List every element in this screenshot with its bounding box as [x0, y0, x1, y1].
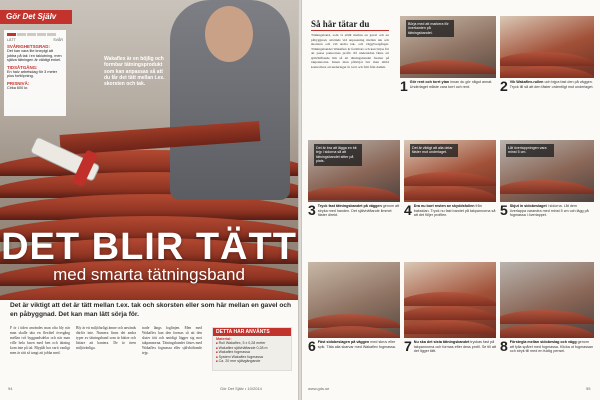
step-text: genom att fylla spåret med fogmassa. Klicka ut fogmassan och stryk till med en fuktig pensel. [509, 340, 594, 354]
right-page [302, 0, 600, 400]
step-number: 2 [500, 78, 508, 94]
scale-easy: LÄTT [7, 38, 16, 42]
step-lead: Tryck fast tätningsbandet på väggen [317, 204, 382, 208]
step-photo [400, 16, 496, 78]
step-callout: Det är viktigt att alla delar fäster mot underlaget. [410, 144, 458, 157]
scale-hard: SVÅR [53, 38, 63, 42]
step-text: innan du gör något annat. Underlaget måste vara torrt och rent. [409, 80, 493, 89]
step-photo [500, 140, 594, 202]
body-column-2: Bly är ett miljöfarligt ämne och används därför inte. Numera finns det andra typer av tätningsband som är bättre och lättare att hantera. De är även miljövänliga. [76, 326, 136, 350]
ingress: Det är viktigt att det är tätt mellan t.ex. tak och skorsten eller som här mellan en gavel och en påbyggnad. Det kan man lätt sörja för. [10, 302, 292, 318]
difficulty-meter [7, 33, 63, 36]
time-text: En halv arbetsdag för 3 meter plus fortlöpning. [7, 69, 58, 79]
step-photo [404, 262, 496, 338]
howto-text: Tätningsband, som vi ställt mellan en gavel och en påbyggnad, används vid anpassning mellan tak och skorsten och vid andra tak- och väggövergångar. Tätningsbandet Wakaflex är formbart och kan böjas för att passa pannornas profil. På undersidan finns ett självhäftande lim så att tätningsbandet fastnar på takpannorna. Innan man påbörjar bör man alltid kontrollera att underlaget är torrt och fritt från damm. [311, 33, 389, 69]
step-photo [500, 262, 594, 338]
step-2 [500, 16, 594, 93]
price-heading: PRISNIVÅ: [7, 80, 30, 86]
list-item: ■ Ca. 20 mm självgängande [216, 359, 288, 364]
step-lead: Vik Wakaflex-rullen [509, 80, 544, 84]
step-lead: Förstegla mellan sidobeslag och vägg [509, 340, 577, 344]
step-4 [404, 140, 496, 218]
step-text: och tejpa fast den på väggen. Tryck till så att den fäster ordentligt mot underlaget. [509, 80, 594, 89]
hero-photo [0, 0, 298, 300]
step-number: 1 [400, 78, 408, 94]
step-lead: Nu ska det sista tätningsbandet [413, 340, 470, 344]
difficulty-text: Det kan vara lite knepigt att jobba på tak i en taklutning, men själva tätningen är väldigt enkel. [7, 49, 62, 63]
step-number: 5 [500, 202, 508, 218]
howto-intro [308, 16, 392, 94]
time-heading: TIDSÅTGÅNG: [7, 64, 38, 70]
step-photo [308, 262, 400, 338]
body-column-1: F ör i tiden användes man ofta bly när man skulle täta en flexibel övergång mellan två byggnadsdelar och när man ville hela fasen med ben och tätning kom inte på tal. Blyplåt har varit vanligt men är rätt så tungt att jobba med. [10, 326, 70, 355]
step-photo [500, 16, 594, 78]
subheadline: med smarta tätningsband [53, 265, 245, 284]
step-text: med skruv eller spik. Täta alla skarvar med Wakaflex fogmassa. [317, 340, 396, 349]
step-1 [400, 16, 496, 93]
step-5 [500, 140, 594, 218]
difficulty-scale [7, 38, 63, 42]
materials-list [213, 341, 291, 364]
step-7 [404, 262, 496, 354]
photo-caption: Wakaflex är en böjlig och formbar tätningsprodukt som kan anpassas så att du får det tätt mellan t.ex. skorsten och tak. [104, 56, 165, 87]
step-lead: Fäst sidobeslagen på väggen [317, 340, 370, 344]
step-photo [308, 140, 400, 202]
materials-title: DETTA HAR ANVÄNTS [213, 328, 291, 336]
difficulty-heading: SVÅRIGHETSGRAD: [7, 44, 50, 49]
step-photo [404, 140, 496, 202]
headline: DET BLIR TÄTT [1, 226, 297, 268]
materials-box [212, 327, 292, 371]
step-number: 4 [404, 202, 412, 218]
page-number-right: 95 [586, 386, 591, 391]
step-lead: Skjut in sidobeslaget [509, 204, 547, 208]
materials-subtitle: Material: [216, 337, 232, 341]
left-page [0, 0, 298, 400]
folio-magazine: Gör Det Själv • 10/2014 [220, 386, 262, 391]
step-lead: Dra nu bort resten av skyddsfolien [413, 204, 475, 208]
series-tag: Gör Det Själv [0, 10, 72, 24]
step-number: 6 [308, 338, 316, 354]
page-number-left: 94 [8, 386, 13, 391]
step-text: tryckas fast på takpannorna och formas efter dess profil. Se till att det ligger tätt. [413, 340, 496, 354]
list-item: ■ Wakaflex självhäftande 0,28 m [216, 346, 288, 351]
list-item: ■ Rull Wakaflex, 5 x 0,28 meter [216, 341, 288, 346]
list-item: ■ System Wakaflex fogmassa [216, 355, 288, 360]
step-callout: Börja med att markera för överkanten på tätningsbandet. [406, 20, 454, 37]
step-text: i sidorna. Låt dem överlappa varandra med minst 5 cm och lägg på fogmassa i överlappet. [509, 204, 589, 218]
step-number: 7 [404, 338, 412, 354]
step-lead: Gör rent och torrt ytan [409, 80, 450, 84]
step-8 [500, 262, 594, 354]
info-box [4, 30, 66, 116]
step-callout: Låt överlappningen vara minst 5 cm. [506, 144, 554, 157]
folio-site: www.gds.se [308, 386, 330, 391]
step-number: 3 [308, 202, 316, 218]
list-item: ■ Wakaflex fogmassa [216, 350, 288, 355]
step-6 [308, 262, 400, 353]
step-text: från baksidan. Tryck nu fast bandet på takpannorna så att det följer profilen. [413, 204, 496, 218]
worker-head [205, 6, 253, 62]
price-text: Cirka 600 kr. [7, 85, 29, 90]
step-3 [308, 140, 400, 218]
howto-title: Så här tätar du [311, 19, 389, 31]
step-text: genom att stryka med handen. Det självhäftande limmet fäster direkt. [317, 204, 400, 218]
step-callout: Det är bra att lägga en bit tejp i sidorna så att tätningsbandet sitter på plats. [314, 144, 362, 166]
step-number: 8 [500, 338, 508, 354]
body-column-3: trade längs foglinjen. Men med Wakaflex kan den formas så att den sluter tätt och smidigt lägger sig mot takpannorna. Tätningsbandet fästes med Wakaflex fogmassa eller självhäftande tejp. [142, 326, 202, 355]
